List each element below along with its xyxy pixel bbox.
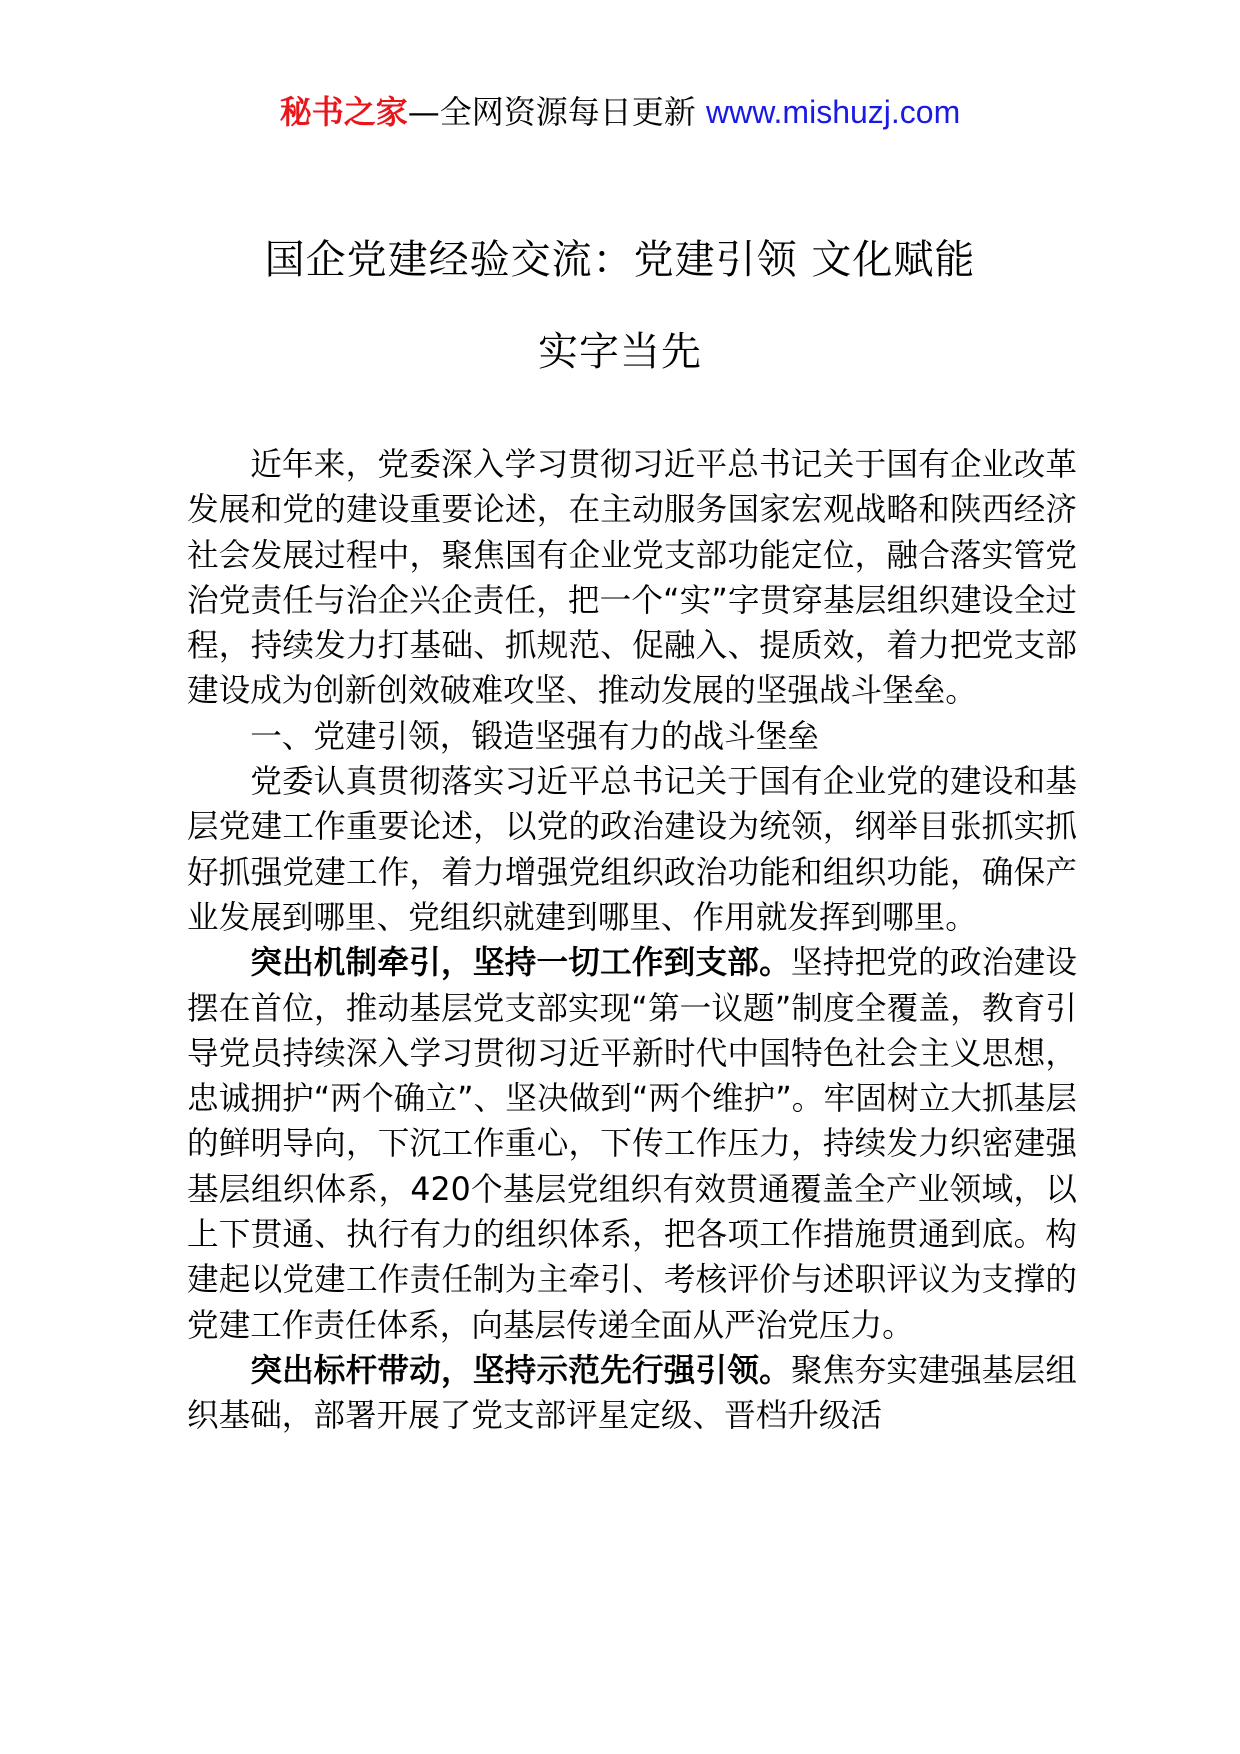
site-url-link[interactable]: www.mishuzj.com xyxy=(705,94,961,130)
paragraph-text: 党委认真贯彻落实习近平总书记关于国有企业党的建设和基层党建工作重要论述，以党的政治建设为统领，纲举目张抓实抓好抓强党建工作，着力增强党组织政治功能和组织功能，确保产业发展到哪里、党组织就建到哪里、作用就发挥到哪里。 xyxy=(187,764,1077,936)
paragraph-lead: 突出标杆带动，坚持示范先行强引领。 xyxy=(250,1352,791,1389)
site-header xyxy=(0,92,1240,132)
paragraph-text: 近年来，党委深入学习贯彻习近平总书记关于国有企业改革发展和党的建设重要论述，在主动服务国家宏观战略和陕西经济社会发展过程中，聚焦国有企业党支部功能定位，融合落实管党治党责任与治企兴企责任，把一个“实”字贯穿基层组织建设全过程，持续发力打基础、抓规范、促融入、提质效，着力把党支部建设成为创新创效破难攻坚、推动发展的坚强战斗堡垒。 xyxy=(187,447,1077,710)
paragraph-section-intro xyxy=(187,760,1077,941)
paragraph-lead: 突出机制牵引，坚持一切工作到支部。 xyxy=(250,945,791,982)
site-brand: 秘书之家 xyxy=(279,93,408,131)
paragraph-mechanism xyxy=(187,941,1077,1349)
paragraph-text: 聚焦夯实建强基层组织基础，部署开展了党支部评星定级、晋档升级活 xyxy=(187,1352,1077,1435)
document-title-line2: 实字当先 xyxy=(538,329,702,375)
paragraph-benchmark xyxy=(187,1349,1077,1440)
paragraph-text: 坚持把党的政治建设摆在首位，推动基层党支部实现“第一议题”制度全覆盖，教育引导党员持续深入学习贯彻习近平新时代中国特色社会主义思想，忠诚拥护“两个确立”、坚决做到“两个维护”。牢固树立大抓基层的鲜明导向，下沉工作重心，下传工作压力，持续发力织密建强基层组织体系，420个基层党组织有效贯通覆盖全产业领域，以上下贯通、执行有力的组织体系，把各项工作措施贯通到底。构建起以党建工作责任制为主牵引、考核评价与述职评议为支撑的党建工作责任体系，向基层传递全面从严治党压力。 xyxy=(187,945,1077,1344)
document-title-line1: 国企党建经验交流：党建引领 文化赋能 xyxy=(264,237,976,283)
section-heading xyxy=(187,715,1077,760)
document-body xyxy=(187,443,1077,1440)
paragraph-intro xyxy=(187,443,1077,715)
section-heading-text: 一、党建引领，锻造坚强有力的战斗堡垒 xyxy=(250,718,819,755)
site-slogan: —全网资源每日更新 xyxy=(407,93,696,131)
